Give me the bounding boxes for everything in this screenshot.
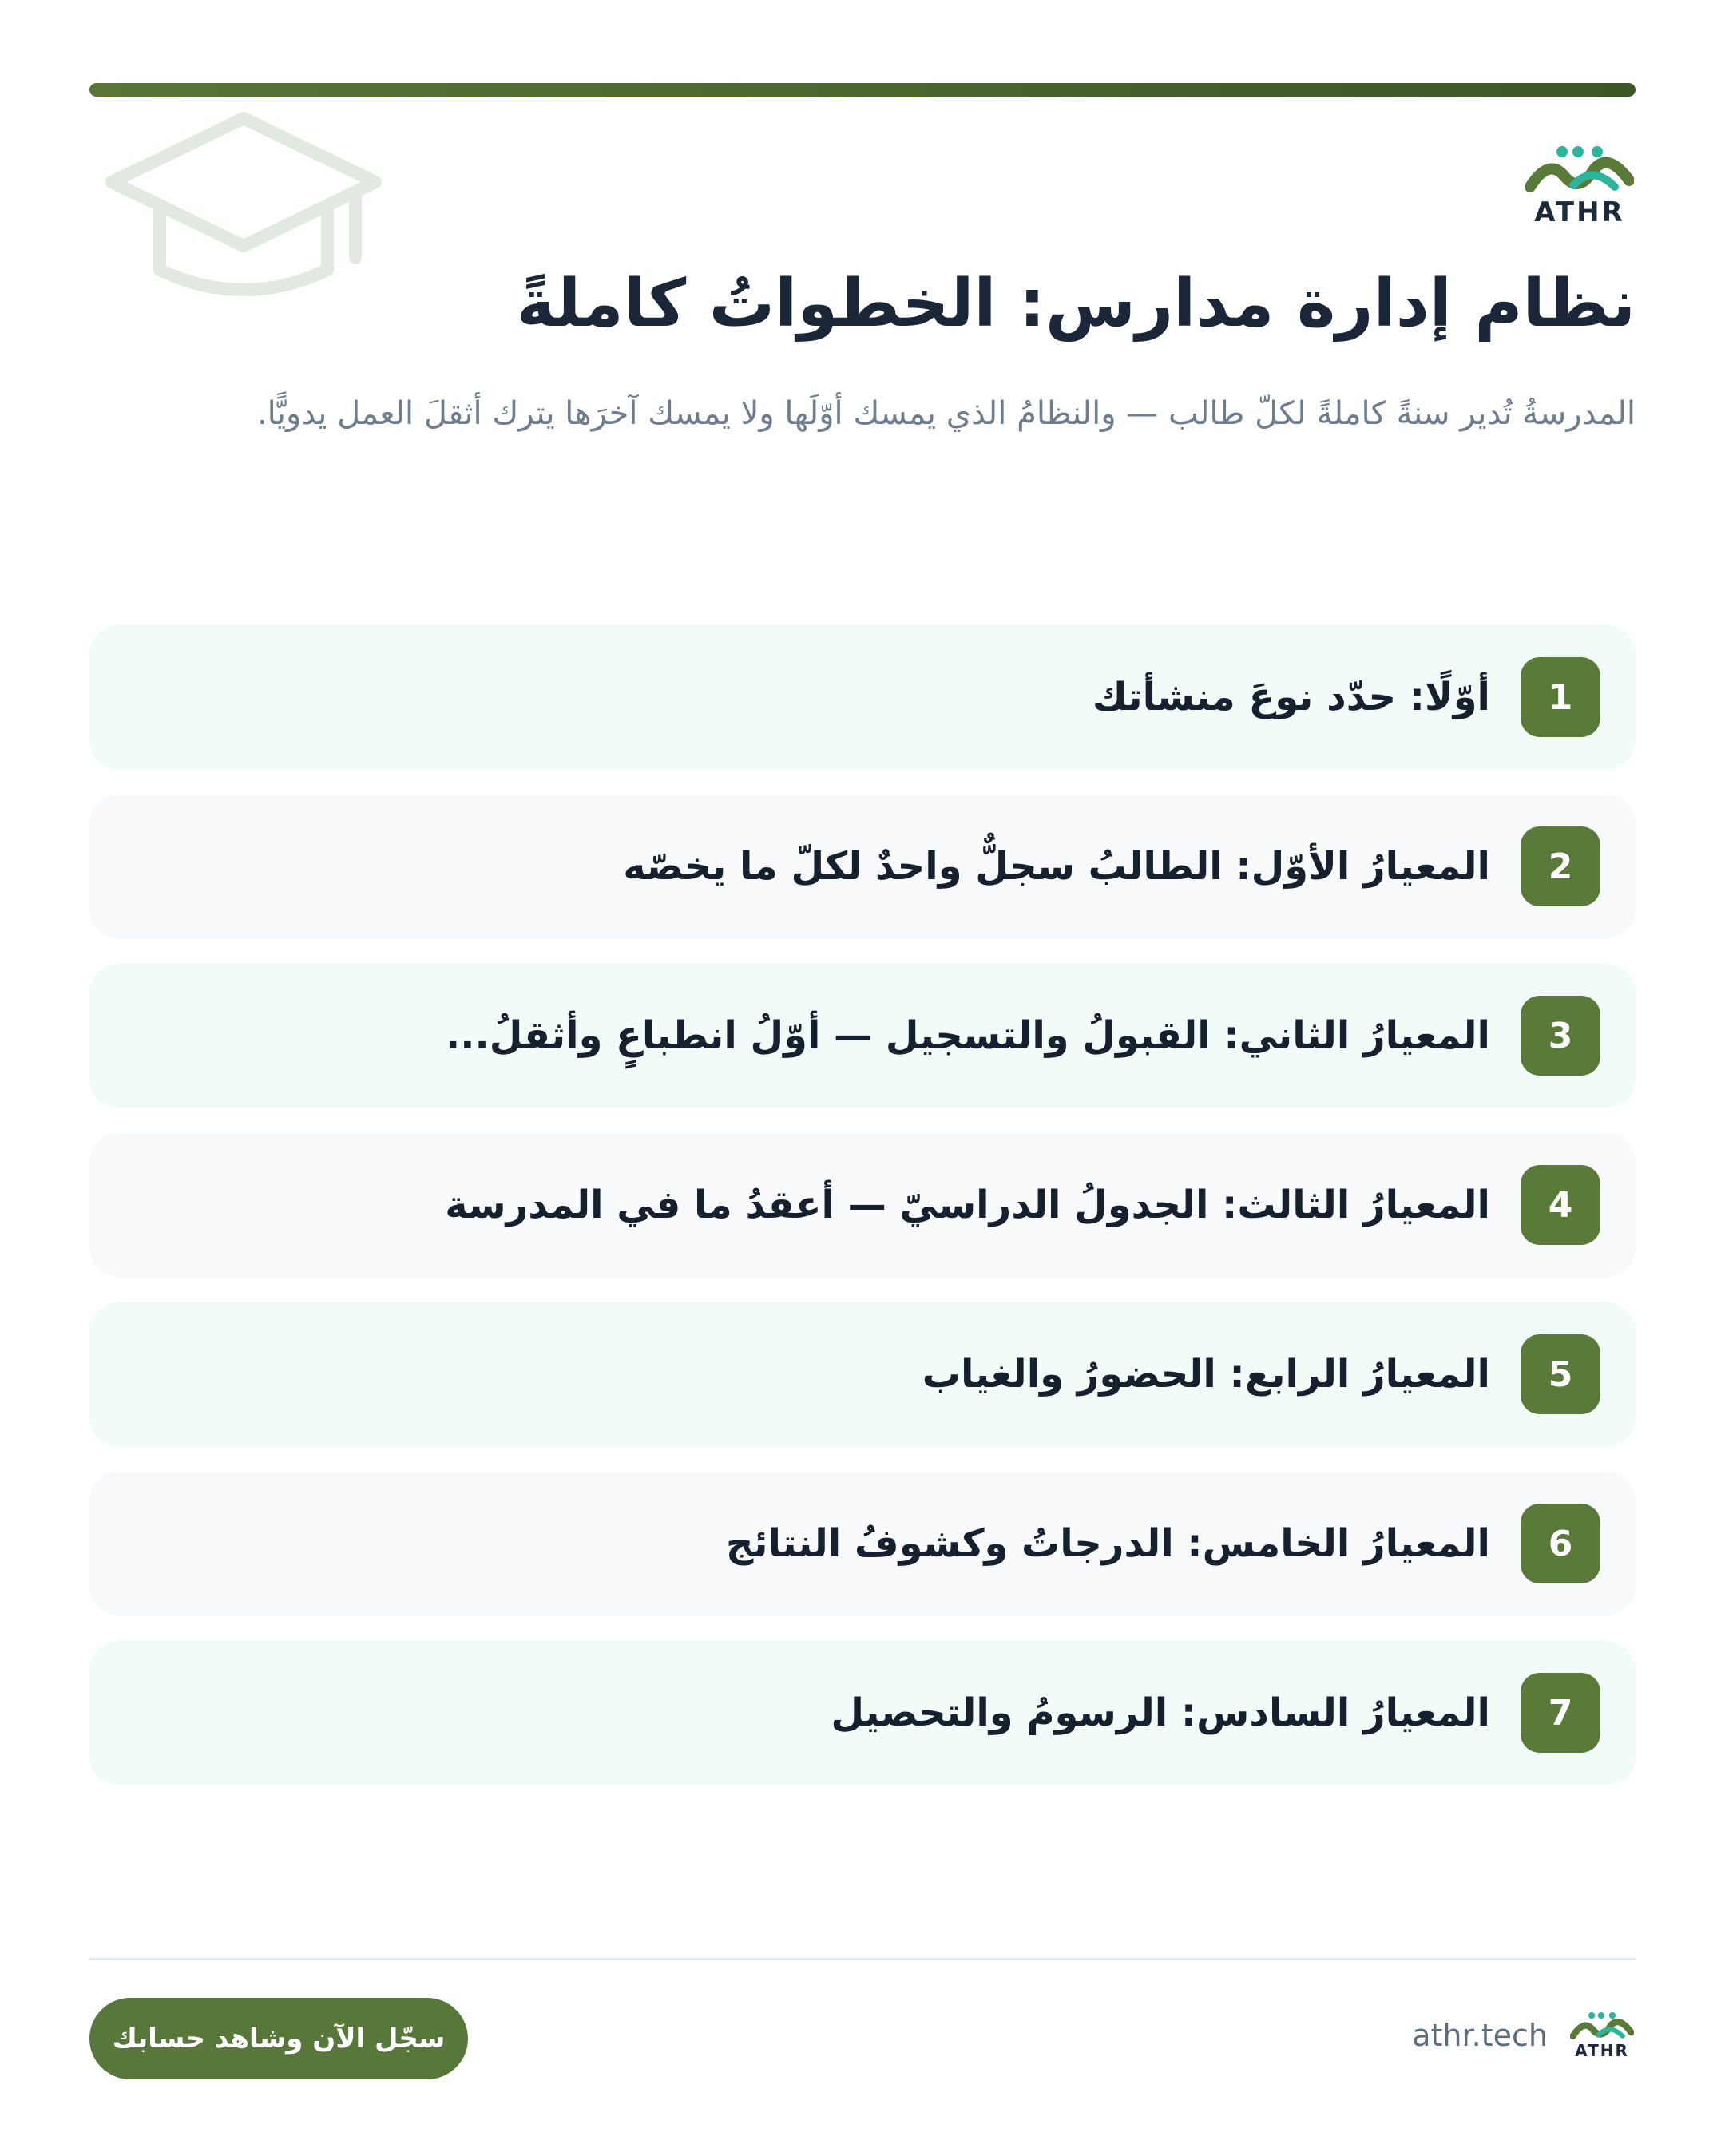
athr-logo-mark-icon [1525,144,1634,195]
athr-logo-small [1568,2011,1636,2060]
site-link[interactable]: athr.tech [1412,2018,1548,2053]
step-item-3[interactable] [89,964,1636,1108]
step-number-badge: 5 [1521,1334,1600,1414]
step-item-2[interactable] [89,795,1636,938]
athr-logo-wordmark: ATHR [1575,2041,1629,2060]
step-number-badge: 4 [1521,1165,1600,1245]
step-label: المعيارُ الأوّل: الطالبُ سجلٌّ واحدٌ لكلّ ما يخصّه [623,844,1490,889]
step-number-badge: 2 [1521,826,1600,906]
step-label: المعيارُ الخامس: الدرجاتُ وكشوفُ النتائج [725,1521,1490,1566]
footer-divider [89,1958,1636,1960]
athr-logo-mark-icon [1570,2011,1634,2041]
steps-list [89,625,1636,1810]
step-label: المعيارُ الثاني: القبولُ والتسجيل — أوّلُ انطباعٍ وأثقلُ... [446,1013,1490,1058]
step-number-badge: 3 [1521,996,1600,1076]
page-title: نظام إدارة مدارس: الخطواتُ كاملةً [516,266,1636,342]
page-subtitle: المدرسةُ تُدير سنةً كاملةً لكلّ طالب — والنظامُ الذي يمسك أوّلَها ولا يمسك آخرَها يترك أثقلَ العمل يدويًّا. [256,395,1636,432]
graduation-cap-icon [100,110,387,310]
step-number-badge: 7 [1521,1673,1600,1753]
step-item-6[interactable] [89,1472,1636,1615]
top-accent-bar [89,83,1636,97]
step-number-badge: 6 [1521,1504,1600,1583]
step-item-7[interactable] [89,1641,1636,1785]
footer-brand [1412,2011,1636,2060]
step-label: أوّلًا: حدّد نوعَ منشأتك [1092,675,1490,719]
register-cta-button[interactable]: سجّل الآن وشاهد حسابك [89,1998,468,2079]
athr-logo-wordmark: ATHR [1534,196,1625,228]
step-label: المعيارُ الثالث: الجدولُ الدراسيّ — أعقدُ ما في المدرسة [445,1183,1490,1227]
step-label: المعيارُ السادس: الرسومُ والتحصيل [831,1690,1490,1735]
step-item-1[interactable] [89,625,1636,769]
step-number-badge: 1 [1521,657,1600,737]
step-item-4[interactable] [89,1133,1636,1277]
step-item-5[interactable] [89,1302,1636,1446]
step-label: المعيارُ الرابع: الحضورُ والغياب [922,1352,1490,1397]
athr-logo [1524,144,1636,228]
